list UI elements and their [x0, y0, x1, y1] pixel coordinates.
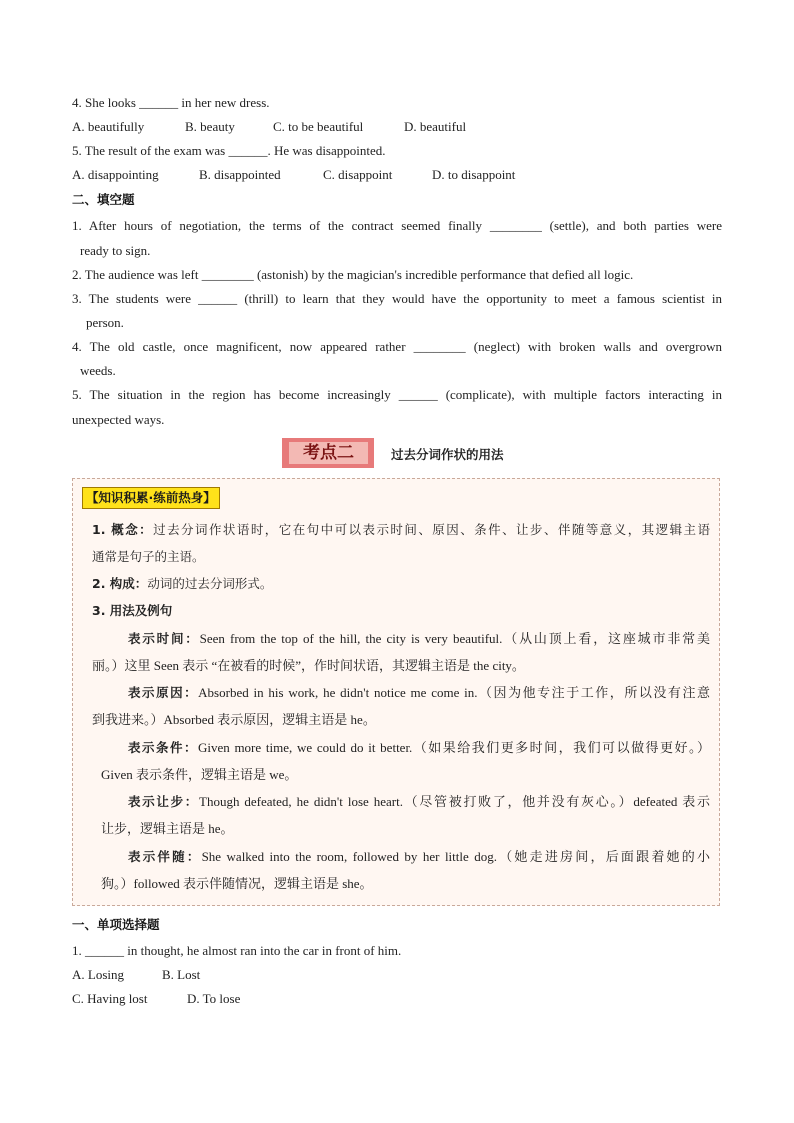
usage-label: 3. 用法及例句	[92, 603, 173, 618]
q4-option-c: C. to be beautiful	[273, 119, 364, 134]
fill-q5-line1: 5. The situation in the region has become increasingly ______ (complicate), with multiple factors interacting in	[72, 387, 722, 402]
example-accompany-line1	[128, 848, 710, 866]
q5-option-a: A. disappointing	[72, 167, 159, 182]
fill-q5-line2: unexpected ways.	[72, 412, 165, 427]
choice-q1-option-c: C. Having lost	[72, 991, 148, 1006]
choice-q1-option-b: B. Lost	[162, 967, 201, 982]
q4-option-b: B. beauty	[185, 119, 235, 134]
example-accompany-text: She walked into the room, followed by her little dog.（她走进房间，后面跟着她的小	[201, 849, 710, 864]
q4-option-a: A. beautifully	[72, 119, 145, 134]
kaodian-badge-label: 考点二	[289, 442, 368, 464]
question-4: 4. She looks ______ in her new dress.	[72, 95, 270, 110]
structure-label: 2. 构成：	[92, 576, 148, 591]
choice-q1-option-d: D. To lose	[187, 991, 241, 1006]
example-reason-label: 表示原因：	[128, 685, 199, 700]
knowledge-tag: 【知识积累·练前热身】	[82, 487, 220, 509]
example-condition-line2: Given 表示条件，逻辑主语是 we。	[101, 767, 298, 782]
choice-q1: 1. ______ in thought, he almost ran into the car in front of him.	[72, 943, 402, 958]
fill-q2: 2. The audience was left ________ (astonish) by the magician's incredible performance that defied all logic.	[72, 267, 634, 282]
example-concession-text: Though defeated, he didn't lose heart.（尽管被打败了，他并没有灰心。）defeated 表示	[199, 794, 710, 809]
choice-section-heading: 一、单项选择题	[72, 917, 160, 932]
fill-section-heading: 二、填空题	[72, 192, 135, 207]
kaodian-title: 过去分词作状的用法	[391, 447, 504, 462]
fill-q3-line1: 3. The students were ______ (thrill) to learn that they would have the opportunity to meet a famous scientist in	[72, 291, 722, 306]
example-reason-line2: 到我进来。）Absorbed 表示原因，逻辑主语是 he。	[92, 712, 376, 727]
example-time-line1	[128, 630, 710, 648]
question-5: 5. The result of the exam was ______. He was disappointed.	[72, 143, 386, 158]
q5-option-c: C. disappoint	[323, 167, 393, 182]
example-time-text: Seen from the top of the hill, the city is very beautiful.（从山顶上看，这座城市非常美	[199, 631, 710, 646]
q4-option-d: D. beautiful	[404, 119, 467, 134]
example-time-line2: 丽。）这里 Seen 表示 “在被看的时候”，作时间状语，其逻辑主语是 the city。	[92, 658, 525, 673]
example-accompany-label: 表示伴随：	[128, 849, 202, 864]
choice-q1-option-a: A. Losing	[72, 967, 124, 982]
concept-text: 过去分词作状语时，它在句中可以表示时间、原因、条件、让步、伴随等意义，其逻辑主语	[153, 522, 710, 537]
example-reason-line1	[128, 684, 710, 702]
fill-q4-line2: weeds.	[80, 363, 116, 378]
kaodian-badge	[282, 438, 374, 468]
example-condition-label: 表示条件：	[128, 740, 198, 755]
example-time-label: 表示时间：	[128, 631, 200, 646]
example-concession-line2: 让步，逻辑主语是 he。	[101, 821, 234, 836]
concept-line1	[92, 521, 710, 539]
q5-option-d: D. to disappoint	[432, 167, 516, 182]
fill-q1-line2: ready to sign.	[80, 243, 151, 258]
example-reason-text: Absorbed in his work, he didn't notice me come in.（因为他专注于工作，所以没有注意	[198, 685, 710, 700]
example-condition-line1	[128, 739, 710, 757]
fill-q3-line2: person.	[86, 315, 124, 330]
fill-q4-line1: 4. The old castle, once magnificent, now appeared rather ________ (neglect) with broken walls and overgrown	[72, 339, 722, 354]
example-concession-label: 表示让步：	[128, 794, 199, 809]
structure-text: 动词的过去分词形式。	[147, 576, 273, 591]
concept-line2: 通常是句子的主语。	[92, 549, 205, 564]
concept-label: 1. 概念：	[92, 522, 154, 537]
usage-heading	[92, 602, 710, 620]
q5-option-b: B. disappointed	[199, 167, 281, 182]
example-condition-text: Given more time, we could do it better.（如果给我们更多时间，我们可以做得更好。）	[197, 740, 710, 755]
example-accompany-line2: 狗。）followed 表示伴随情况，逻辑主语是 she。	[101, 876, 373, 891]
structure-line	[92, 575, 710, 593]
fill-q1-line1: 1. After hours of negotiation, the terms of the contract seemed finally ________ (settle), and both parties were	[72, 218, 722, 233]
example-concession-line1	[128, 793, 710, 811]
